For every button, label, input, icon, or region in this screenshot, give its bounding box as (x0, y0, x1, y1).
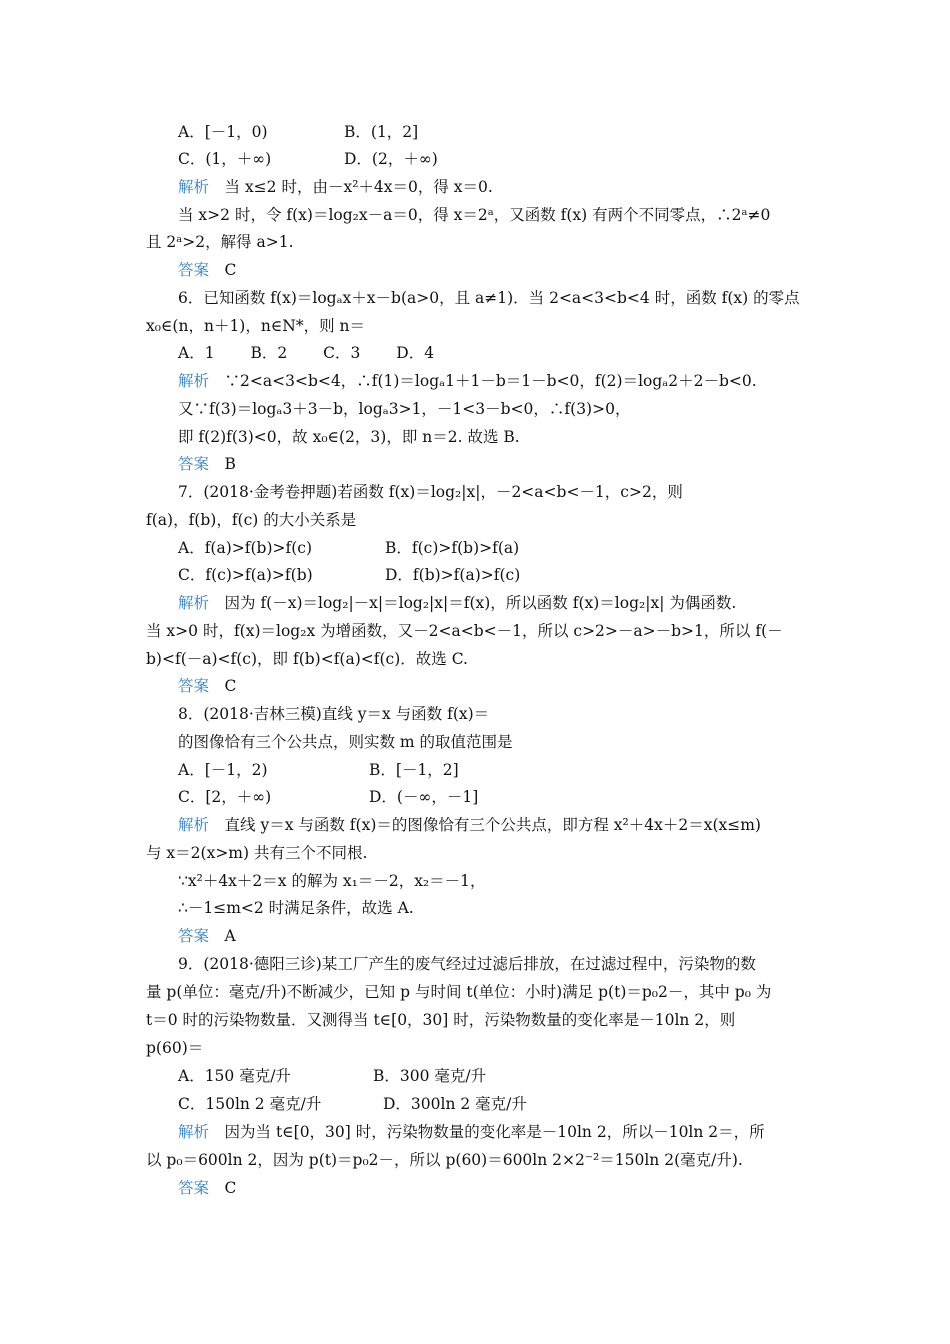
option-text: D．(2，＋∞) (344, 150, 438, 168)
line-text: f(a)，f(b)，f(c) 的大小关系是 (146, 511, 357, 529)
line-text: A．150 毫克/升 (178, 1067, 291, 1085)
line-text: 因为当 t∈[0，30] 时，污染物数量的变化率是－10ln 2，所以－10ln 2＝，所 (209, 1123, 765, 1141)
option-text: D．(－∞，－1] (369, 788, 479, 806)
answer-label: 答案 (178, 455, 210, 473)
text-line (178, 926, 236, 946)
answer-label: 答案 (178, 1179, 210, 1197)
line-text: C (209, 261, 237, 279)
answer-label: 答案 (178, 261, 210, 279)
line-text: 以 p₀＝600ln 2，因为 p(t)＝p₀2－，所以 p(60)＝600ln 2×2⁻²＝150ln 2(毫克/升). (146, 1151, 743, 1169)
line-text: 6．已知函数 f(x)＝logₐx＋x－b(a>0，且 a≠1)．当 2<a<3<b<4 时，函数 f(x) 的零点 (178, 289, 800, 307)
line-text: 且 2ᵃ>2，解得 a>1. (146, 233, 294, 251)
text-line (146, 982, 771, 1002)
text-line (146, 621, 783, 641)
line-text: ∵x²＋4x＋2＝x 的解为 x₁＝－2，x₂＝－1， (178, 872, 486, 890)
line-text: C．150ln 2 毫克/升 (178, 1095, 322, 1113)
line-text: ∴－1≤m<2 时满足条件，故选 A. (178, 899, 414, 917)
text-line (146, 1010, 735, 1030)
text-line (178, 815, 761, 835)
text-line (178, 1178, 236, 1198)
line-text: 7．(2018·金考卷押题)若函数 f(x)＝log₂|x|，－2<a<b<－1，c>2，则 (178, 483, 683, 501)
line-text: A (209, 927, 236, 945)
line-text: b)<f(－a)<f(c)，即 f(b)<f(a)<f(c)．故选 C. (146, 650, 468, 668)
text-line (178, 565, 521, 585)
text-line (178, 399, 630, 419)
line-text: C (209, 1179, 237, 1197)
text-line (178, 288, 800, 308)
line-text: B (209, 455, 236, 473)
text-line (178, 538, 520, 558)
analysis-label: 解析 (178, 372, 210, 390)
text-line (178, 427, 520, 447)
option-text: D．f(b)>f(a)>f(c) (385, 566, 521, 584)
option-text: B．f(c)>f(b)>f(a) (385, 539, 520, 557)
text-line (178, 260, 236, 280)
line-text: C．(1，＋∞) (178, 150, 272, 168)
line-text: 量 p(单位：毫克/升)不断减少，已知 p 与时间 t(单位：小时)满足 p(t)＝p₀2－，其中 p₀ 为 (146, 983, 772, 1001)
answer-label: 答案 (178, 927, 210, 945)
line-text: 因为 f(－x)＝log₂|－x|＝log₂|x|＝f(x)，所以函数 f(x)＝log₂|x| 为偶函数. (209, 594, 737, 612)
text-line (178, 704, 489, 724)
text-line (146, 1038, 203, 1058)
analysis-label: 解析 (178, 178, 210, 196)
option-text: B．[－1，2] (369, 761, 459, 779)
line-text: A．1 B．2 C．3 D．4 (178, 344, 435, 362)
line-text: 即 f(2)f(3)<0，故 x₀∈(2，3)，即 n＝2. 故选 B. (178, 428, 520, 446)
text-line (178, 205, 770, 225)
option-text: B．300 毫克/升 (373, 1067, 487, 1085)
line-text: ∵2<a<3<b<4，∴f(1)＝logₐ1＋1－b＝1－b<0，f(2)＝logₐ2＋2－b<0. (209, 372, 757, 390)
text-line (178, 787, 479, 807)
text-line (146, 510, 356, 530)
line-text: A．[－1，0) (178, 123, 268, 141)
line-text: C．f(c)>f(a)>f(b) (178, 566, 313, 584)
option-text: D．300ln 2 毫克/升 (383, 1095, 527, 1113)
text-line (178, 1122, 765, 1142)
line-text: C．[2，＋∞) (178, 788, 272, 806)
line-text: A．f(a)>f(b)>f(c) (178, 539, 313, 557)
analysis-label: 解析 (178, 816, 210, 834)
text-line (178, 1094, 527, 1114)
line-text: 直线 y＝x 与函数 f(x)＝的图像恰有三个公共点，即方程 x²＋4x＋2＝x(x≤m) (209, 816, 761, 834)
text-line (178, 149, 438, 169)
analysis-label: 解析 (178, 594, 210, 612)
line-text: p(60)＝ (146, 1039, 204, 1057)
text-line (146, 1150, 743, 1170)
line-text: 当 x>0 时，f(x)＝log₂x 为增函数，又－2<a<b<－1，所以 c>2>－a>－b>1，所以 f(－ (146, 622, 783, 640)
text-line (178, 760, 459, 780)
line-text: 的图像恰有三个公共点，则实数 m 的取值范围是 (178, 733, 513, 751)
text-line (178, 593, 736, 613)
text-line (178, 177, 493, 197)
line-text: x₀∈(n，n＋1)，n∈N*，则 n＝ (146, 317, 366, 335)
option-text: B．(1，2] (344, 123, 419, 141)
text-line (146, 232, 294, 252)
line-text: 9．(2018·德阳三诊)某工厂产生的废气经过过滤后排放，在过滤过程中，污染物的数 (178, 955, 756, 973)
line-text: C (209, 677, 237, 695)
analysis-label: 解析 (178, 1123, 210, 1141)
line-text: 当 x≤2 时，由－x²＋4x＝0，得 x＝0. (209, 178, 493, 196)
line-text: 与 x＝2(x>m) 共有三个不同根. (146, 844, 368, 862)
text-line (178, 371, 757, 391)
text-line (178, 482, 683, 502)
answer-label: 答案 (178, 677, 210, 695)
line-text: A．[－1，2) (178, 761, 268, 779)
text-line (178, 1066, 487, 1086)
text-line (146, 843, 367, 863)
text-line (178, 454, 236, 474)
text-line (178, 732, 513, 752)
text-line (178, 954, 756, 974)
text-line (178, 343, 434, 363)
text-line (146, 649, 468, 669)
text-line (146, 316, 365, 336)
line-text: 当 x>2 时，令 f(x)＝log₂x－a＝0，得 x＝2ᵃ，又函数 f(x) 有两个不同零点，∴2ᵃ≠0 (178, 206, 771, 224)
text-line (178, 122, 419, 142)
line-text: 8．(2018·吉林三模)直线 y＝x 与函数 f(x)＝ (178, 705, 490, 723)
text-line (178, 871, 486, 891)
text-line (178, 898, 414, 918)
line-text: 又∵f(3)＝logₐ3＋3－b，logₐ3>1，－1<3－b<0，∴f(3)>0， (178, 400, 631, 418)
text-line (178, 676, 236, 696)
line-text: t＝0 时的污染物数量．又测得当 t∈[0，30] 时，污染物数量的变化率是－10ln 2，则 (146, 1011, 736, 1029)
